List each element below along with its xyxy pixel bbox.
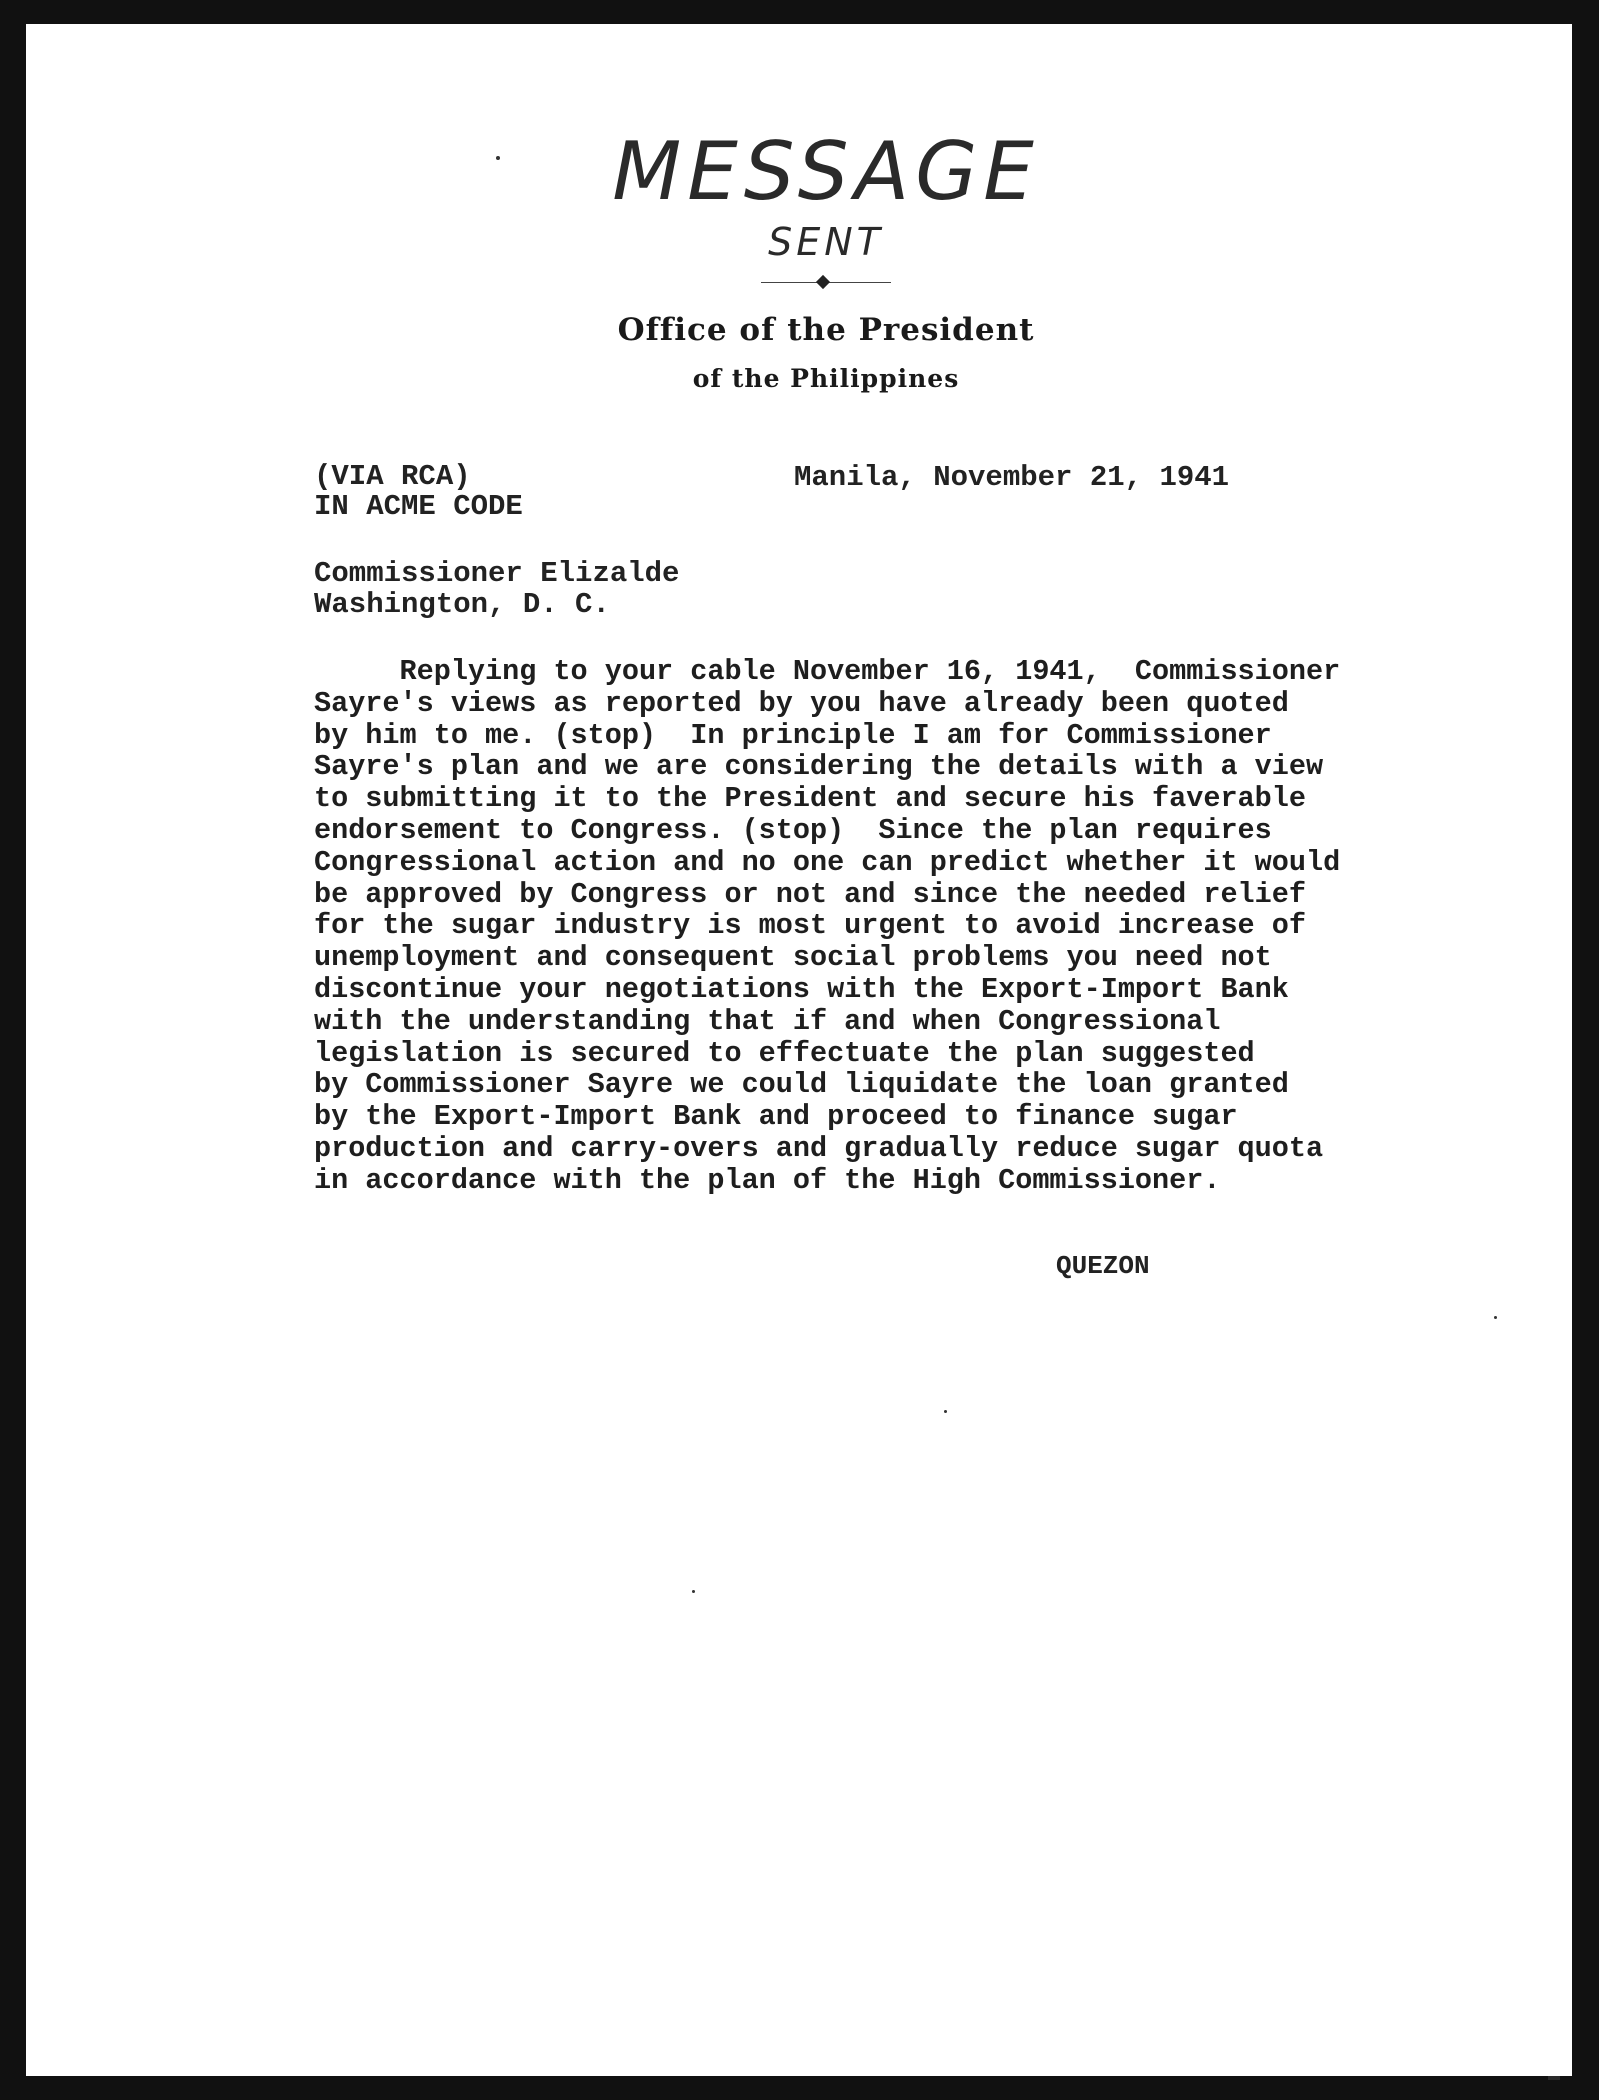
letterhead-title: MESSAGE: [612, 125, 1040, 218]
body-line: Sayre's plan and we are considering the details with a view: [314, 750, 1324, 784]
scan-speck: [692, 1590, 695, 1593]
dateline: Manila, November 21, 1941: [794, 461, 1230, 494]
scan-speck: [944, 1410, 947, 1413]
message-body: [314, 656, 1494, 1197]
divider-ornament-icon: [816, 275, 830, 289]
body-line: in accordance with the plan of the High Commissioner.: [314, 1163, 1221, 1197]
body-line: Sayre's views as reported by you have already been quoted: [314, 686, 1289, 720]
addressee-name: Commissioner Elizalde: [314, 557, 680, 590]
addressee-location: Washington, D. C.: [314, 588, 610, 621]
body-line: legislation is secured to effectuate the plan suggested: [314, 1036, 1255, 1070]
scan-speck: [496, 156, 500, 160]
routing-via: (VIA RCA): [314, 460, 471, 493]
signature: QUEZON: [1056, 1251, 1150, 1281]
body-line: Replying to your cable November 16, 1941, Commissioner: [314, 655, 1341, 688]
body-line: by the Export-Import Bank and proceed to finance sugar: [314, 1100, 1238, 1134]
body-line: Congressional action and no one can predict whether it would: [314, 845, 1341, 879]
body-line: endorsement to Congress. (stop) Since the plan requires: [314, 813, 1272, 847]
letterhead-office: Office of the President: [617, 312, 1035, 348]
body-line: production and carry-overs and gradually reduce sugar quota: [314, 1131, 1324, 1165]
body-line: discontinue your negotiations with the Export-Import Bank: [314, 972, 1289, 1006]
body-line: to submitting it to the President and secure his faverable: [314, 782, 1306, 816]
letterhead-country: of the Philippines: [692, 364, 960, 393]
scan-speck: [1494, 1316, 1497, 1319]
letterhead-subtitle: SENT: [768, 220, 884, 264]
body-line: be approved by Congress or not and since the needed relief: [314, 877, 1306, 911]
body-line: with the understanding that if and when Congressional: [314, 1004, 1221, 1038]
routing-code: IN ACME CODE: [314, 490, 523, 523]
document-page: [26, 24, 1572, 2076]
body-line: for the sugar industry is most urgent to avoid increase of: [314, 909, 1306, 943]
body-line: by him to me. (stop) In principle I am for Commissioner: [314, 718, 1272, 752]
body-line: by Commissioner Sayre we could liquidate the loan granted: [314, 1068, 1289, 1102]
body-line: unemployment and consequent social problems you need not: [314, 941, 1272, 975]
